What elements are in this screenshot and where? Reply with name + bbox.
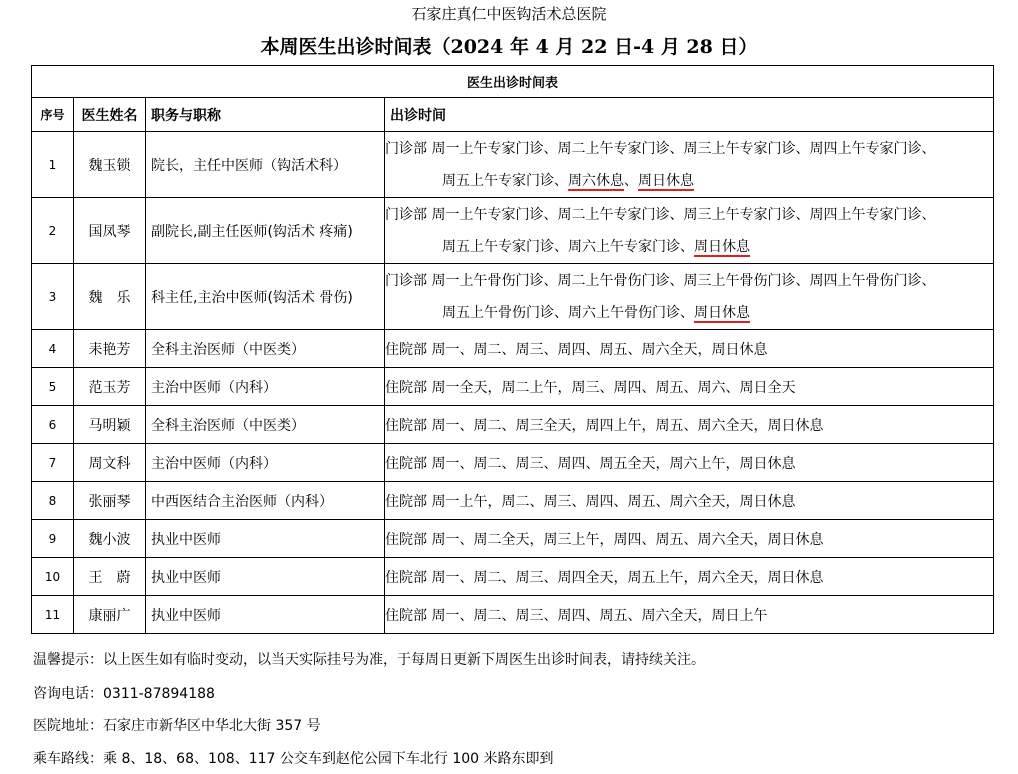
doctor-title: 全科主治医师（中医类）	[146, 330, 385, 368]
doctor-name: 国凤琴	[74, 198, 146, 264]
header-no: 序号	[32, 98, 74, 132]
time-segment: 周五上午专家门诊、周六上午专家门诊、	[442, 238, 694, 255]
clinic-time	[385, 132, 994, 198]
row-no: 2	[32, 198, 74, 264]
doctor-name: 张丽琴	[74, 482, 146, 520]
time-line-2	[385, 165, 993, 197]
table-row	[32, 132, 994, 198]
doctor-title: 中西医结合主治医师（内科）	[146, 482, 385, 520]
doctor-title: 主治中医师（内科）	[146, 368, 385, 406]
doctor-name: 魏玉锁	[74, 132, 146, 198]
doctor-title: 执业中医师	[146, 520, 385, 558]
doctor-name: 康丽广	[74, 596, 146, 634]
schedule-table	[31, 65, 994, 634]
doctor-title: 科主任,主治中医师(钩活术 骨伤)	[146, 264, 385, 330]
table-row	[32, 198, 994, 264]
table-row	[32, 444, 994, 482]
clinic-time: 住院部 周一、周二、周三、周四、周五、周六全天，周日上午	[385, 596, 994, 634]
doctor-name: 范玉芳	[74, 368, 146, 406]
page-title: 本周医生出诊时间表（2024 年 4 月 22 日-4 月 28 日）	[260, 36, 758, 58]
row-no: 6	[32, 406, 74, 444]
time-line-2	[385, 297, 993, 329]
table-row	[32, 264, 994, 330]
doctor-title: 全科主治医师（中医类）	[146, 406, 385, 444]
table-row	[32, 368, 994, 406]
header-time: 出诊时间	[385, 98, 994, 132]
hospital-name: 石家庄真仁中医钩活术总医院	[411, 5, 607, 23]
clinic-time: 住院部 周一、周二、周三、周四、周五全天，周六上午，周日休息	[385, 444, 994, 482]
route-note: 乘车路线：乘 8、18、68、108、117 公交车到赵佗公园下车北行 100 米路东即到	[33, 751, 554, 767]
clinic-time: 住院部 周一、周二、周三、周四、周五、周六全天，周日休息	[385, 330, 994, 368]
time-segment: 周五上午骨伤门诊、周六上午骨伤门诊、	[442, 304, 694, 321]
row-no: 10	[32, 558, 74, 596]
table-row	[32, 520, 994, 558]
time-line-1: 门诊部 周一上午专家门诊、周二上午专家门诊、周三上午专家门诊、周四上午专家门诊、	[385, 140, 936, 157]
row-no: 1	[32, 132, 74, 198]
row-no: 9	[32, 520, 74, 558]
underlined-time: 周日休息	[694, 304, 750, 321]
doctor-name: 耒艳芳	[74, 330, 146, 368]
phone-note: 咨询电话：0311-87894188	[33, 686, 215, 702]
doctor-title: 执业中医师	[146, 596, 385, 634]
time-segment: 周五上午专家门诊、	[442, 172, 568, 189]
time-line-2	[385, 231, 993, 263]
row-no: 3	[32, 264, 74, 330]
time-separator: 、	[624, 172, 638, 189]
time-line-1: 门诊部 周一上午骨伤门诊、周二上午骨伤门诊、周三上午骨伤门诊、周四上午骨伤门诊、	[385, 272, 936, 289]
doctor-title: 主治中医师（内科）	[146, 444, 385, 482]
clinic-time	[385, 264, 994, 330]
clinic-time: 住院部 周一全天，周二上午，周三、周四、周五、周六、周日全天	[385, 368, 994, 406]
clinic-time: 住院部 周一、周二、周三全天，周四上午，周五、周六全天，周日休息	[385, 406, 994, 444]
reminder-note: 温馨提示：以上医生如有临时变动，以当天实际挂号为准，于每周日更新下周医生出诊时间表，请持续关注。	[33, 652, 705, 668]
doctor-name: 王 蔚	[74, 558, 146, 596]
doctor-name: 马明颖	[74, 406, 146, 444]
table-header-row	[32, 98, 994, 132]
row-no: 11	[32, 596, 74, 634]
table-row	[32, 406, 994, 444]
row-no: 5	[32, 368, 74, 406]
doctor-name: 周文科	[74, 444, 146, 482]
doctor-name: 魏小波	[74, 520, 146, 558]
row-no: 7	[32, 444, 74, 482]
doctor-title: 执业中医师	[146, 558, 385, 596]
table-row	[32, 558, 994, 596]
underlined-time: 周六休息	[568, 172, 624, 189]
header-name: 医生姓名	[74, 98, 146, 132]
row-no: 8	[32, 482, 74, 520]
doctor-title: 院长，主任中医师（钩活术科）	[146, 132, 385, 198]
doctor-name: 魏 乐	[74, 264, 146, 330]
address-note: 医院地址：石家庄市新华区中华北大街 357 号	[33, 718, 321, 734]
underlined-time: 周日休息	[638, 172, 694, 189]
clinic-time	[385, 198, 994, 264]
table-caption: 医生出诊时间表	[32, 66, 994, 98]
underlined-time: 周日休息	[694, 238, 750, 255]
table-caption-row	[32, 66, 994, 98]
time-line-1: 门诊部 周一上午专家门诊、周二上午专家门诊、周三上午专家门诊、周四上午专家门诊、	[385, 206, 936, 223]
header-title: 职务与职称	[146, 98, 385, 132]
clinic-time: 住院部 周一上午，周二、周三、周四、周五、周六全天，周日休息	[385, 482, 994, 520]
table-row	[32, 482, 994, 520]
table-row	[32, 330, 994, 368]
table-row	[32, 596, 994, 634]
doctor-title: 副院长,副主任医师(钩活术 疼痛)	[146, 198, 385, 264]
clinic-time: 住院部 周一、周二、周三、周四全天，周五上午，周六全天，周日休息	[385, 558, 994, 596]
clinic-time: 住院部 周一、周二全天，周三上午，周四、周五、周六全天，周日休息	[385, 520, 994, 558]
row-no: 4	[32, 330, 74, 368]
